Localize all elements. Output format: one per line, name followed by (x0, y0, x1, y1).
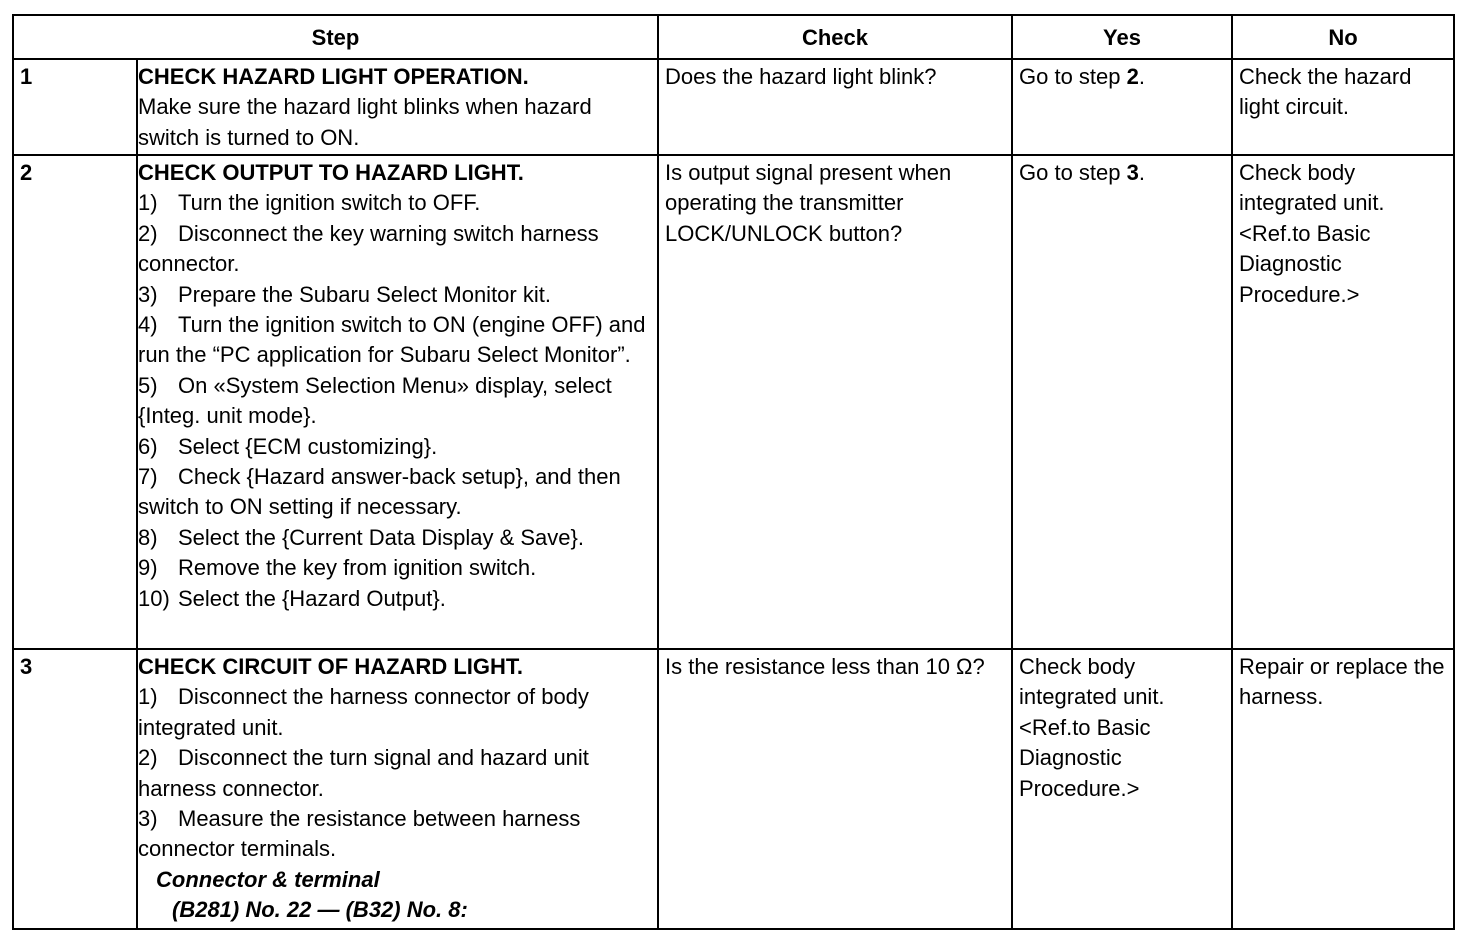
substep (138, 432, 651, 462)
substep-text: Turn the ignition switch to ON (engine OFF) and run the “PC application for Subaru Select Monitor”. (138, 312, 646, 368)
substep (138, 280, 651, 310)
substep-text: Measure the resistance between harness connector terminals. (138, 806, 581, 862)
yes-step-link[interactable]: 3 (1126, 160, 1139, 185)
table-row (13, 649, 1454, 929)
yes-text: Go to step (1019, 64, 1127, 89)
yes-text: Go to step (1019, 160, 1127, 185)
substep (138, 310, 651, 371)
substep (138, 371, 651, 432)
substep-text: Select the {Current Data Display & Save}. (178, 524, 584, 550)
substep-text: Prepare the Subaru Select Monitor kit. (178, 281, 551, 307)
substep-number: 5) (138, 372, 158, 398)
check-cell: Does the hazard light blink? (658, 59, 1012, 155)
substep (138, 743, 651, 804)
substep-number: 1) (138, 684, 158, 710)
substep-text: Select {ECM customizing}. (178, 433, 438, 459)
substep-text: Disconnect the harness connector of body integrated unit. (138, 684, 589, 740)
yes-cell: Check body integrated unit. <Ref.to Basic Diagnostic Procedure.> (1012, 649, 1232, 929)
diagnostic-table (12, 14, 1455, 930)
no-cell: Check body integrated unit. <Ref.to Basic Diagnostic Procedure.> (1232, 155, 1454, 649)
connector-label: Connector & terminal (156, 866, 380, 892)
step-number: 3 (13, 649, 137, 929)
step-content (137, 59, 658, 155)
step-title: CHECK HAZARD LIGHT OPERATION. (138, 64, 529, 89)
yes-end: . (1138, 160, 1145, 185)
header-row (13, 15, 1454, 59)
substep-number: 2) (138, 220, 158, 246)
substep-text: Check {Hazard answer-back setup}, and then switch to ON setting if necessary. (138, 464, 621, 520)
substep (138, 553, 651, 583)
substep (138, 584, 651, 614)
substep (138, 462, 651, 523)
substep (138, 804, 651, 865)
yes-step-link[interactable]: 2 (1126, 64, 1139, 89)
step-title: CHECK OUTPUT TO HAZARD LIGHT. (138, 160, 524, 185)
header-yes: Yes (1012, 15, 1232, 59)
substep (138, 219, 651, 280)
substep-text: Disconnect the key warning switch harness connector. (138, 220, 599, 277)
yes-cell (1012, 59, 1232, 155)
header-step: Step (13, 15, 658, 59)
check-cell: Is the resistance less than 10 Ω? (658, 649, 1012, 929)
step-number: 1 (13, 59, 137, 155)
substep-text: Select the {Hazard Output}. (178, 585, 446, 611)
yes-end: . (1138, 64, 1145, 89)
substep-text: On «System Selection Menu» display, select {Integ. unit mode}. (138, 372, 612, 429)
table-row (13, 155, 1454, 649)
substep-text: Turn the ignition switch to OFF. (178, 190, 481, 216)
step-content (137, 155, 658, 649)
step-title: CHECK CIRCUIT OF HAZARD LIGHT. (138, 654, 523, 679)
step-number: 2 (13, 155, 137, 649)
substep-number: 7) (138, 464, 158, 490)
substep-number: 3) (138, 806, 158, 832)
substep-number: 1) (138, 190, 158, 216)
substep-text: Disconnect the turn signal and hazard unit harness connector. (138, 745, 589, 801)
step-content (137, 649, 658, 929)
header-check: Check (658, 15, 1012, 59)
header-no: No (1232, 15, 1454, 59)
substep-text: Remove the key from ignition switch. (178, 555, 537, 581)
substep-number: 9) (138, 555, 158, 581)
substep (138, 682, 651, 743)
yes-cell (1012, 155, 1232, 649)
substep (138, 188, 651, 218)
no-cell: Check the hazard light circuit. (1232, 59, 1454, 155)
substep-number: 8) (138, 524, 158, 550)
substep-number: 6) (138, 433, 158, 459)
substep-number: 3) (138, 281, 158, 307)
substep-number: 2) (138, 745, 158, 771)
substep-number: 10) (138, 585, 170, 611)
check-cell: Is output signal present when operating the transmitter LOCK/UNLOCK button? (658, 155, 1012, 649)
no-cell: Repair or replace the harness. (1232, 649, 1454, 929)
table-row (13, 59, 1454, 155)
substep (138, 523, 651, 553)
connector-value: (B281) No. 22 — (B32) No. 8: (172, 897, 468, 923)
step-description: Make sure the hazard light blinks when hazard switch is turned to ON. (138, 94, 592, 150)
substep-number: 4) (138, 312, 158, 338)
